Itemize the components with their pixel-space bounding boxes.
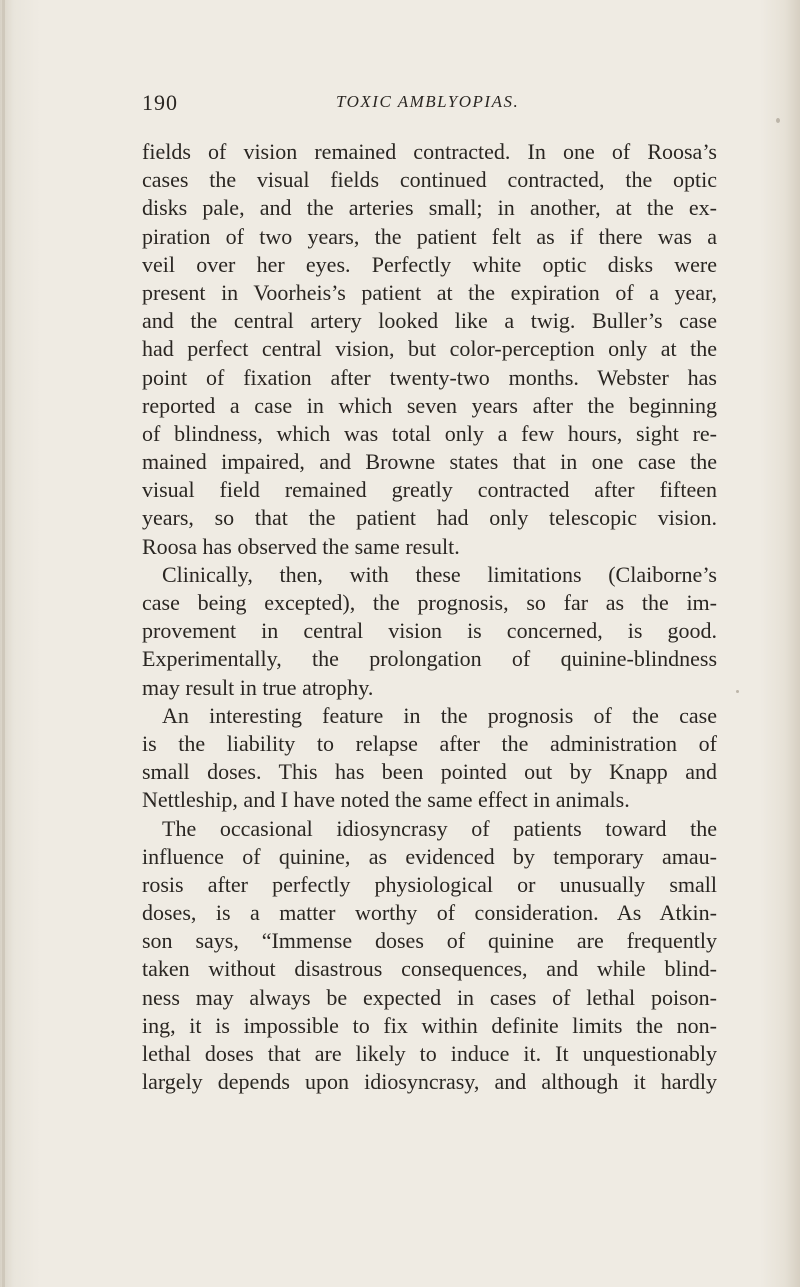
page-gutter	[2, 0, 5, 1287]
text-line: Roosa has observed the same result.	[142, 533, 460, 559]
text-line: son says, “Immense doses of quinine are frequently	[142, 928, 717, 954]
text-line: disks pale, and the arteries small; in another, at the ex-	[142, 195, 717, 221]
paragraph	[142, 702, 717, 815]
text-line: case being excepted), the prognosis, so far as the im-	[142, 590, 717, 615]
paper-speck	[736, 690, 739, 693]
text-line: may result in true atrophy.	[142, 674, 374, 700]
paragraph	[142, 815, 717, 1097]
page-number: 190	[142, 90, 178, 115]
text-line: and the central artery looked like a twig. Buller’s case	[142, 308, 717, 334]
text-line: ing, it is impossible to fix within definite limits the non-	[142, 1012, 717, 1038]
paragraph	[142, 138, 717, 561]
text-line: had perfect central vision, but color-perception only at the	[142, 336, 717, 362]
text-line: lethal doses that are likely to induce it. It unquestionably	[142, 1041, 717, 1066]
text-line: piration of two years, the patient felt as if there was a	[142, 223, 717, 249]
text-line: visual field remained greatly contracted after fifteen	[142, 477, 717, 503]
text-line: An interesting feature in the prognosis of the case	[162, 702, 717, 728]
text-line: is the liability to relapse after the administration of	[142, 730, 717, 756]
text-line: largely depends upon idiosyncrasy, and although it hardly	[142, 1069, 717, 1095]
text-line: reported a case in which seven years after the beginning	[142, 392, 717, 418]
paragraph	[142, 561, 717, 702]
text-line: veil over her eyes. Perfectly white optic disks were	[142, 251, 717, 277]
text-line: cases the visual fields continued contracted, the optic	[142, 167, 717, 193]
text-line: influence of quinine, as evidenced by temporary amau-	[142, 843, 717, 869]
text-line: provement in central vision is concerned, is good.	[142, 618, 717, 644]
text-line: of blindness, which was total only a few hours, sight re-	[142, 420, 717, 446]
text-line: Clinically, then, with these limitations (Claiborne’s	[162, 561, 717, 587]
text-line: years, so that the patient had only telescopic vision.	[142, 505, 717, 531]
text-line: point of fixation after twenty-two months. Webster has	[142, 364, 717, 390]
running-title: TOXIC AMBLYOPIAS.	[336, 92, 520, 111]
text-line: doses, is a matter worthy of consideration. As Atkin-	[142, 900, 717, 926]
text-line: mained impaired, and Browne states that in one case the	[142, 449, 717, 475]
text-line: rosis after perfectly physiological or unusually small	[142, 871, 717, 897]
text-line: The occasional idiosyncrasy of patients toward the	[162, 815, 717, 841]
body-text	[142, 138, 717, 1096]
text-line: fields of vision remained contracted. In one of Roosa’s	[142, 139, 717, 164]
text-line: present in Voorheis’s patient at the expiration of a year,	[142, 279, 717, 305]
page-header	[142, 90, 722, 120]
paper-speck	[776, 118, 780, 123]
text-line: Nettleship, and I have noted the same effect in animals.	[142, 787, 630, 813]
text-line: small doses. This has been pointed out by Knapp and	[142, 759, 717, 785]
text-line: taken without disastrous consequences, and while blind-	[142, 956, 717, 982]
text-line: Experimentally, the prolongation of quinine-blindness	[142, 646, 717, 672]
text-line: ness may always be expected in cases of lethal poison-	[142, 984, 717, 1010]
